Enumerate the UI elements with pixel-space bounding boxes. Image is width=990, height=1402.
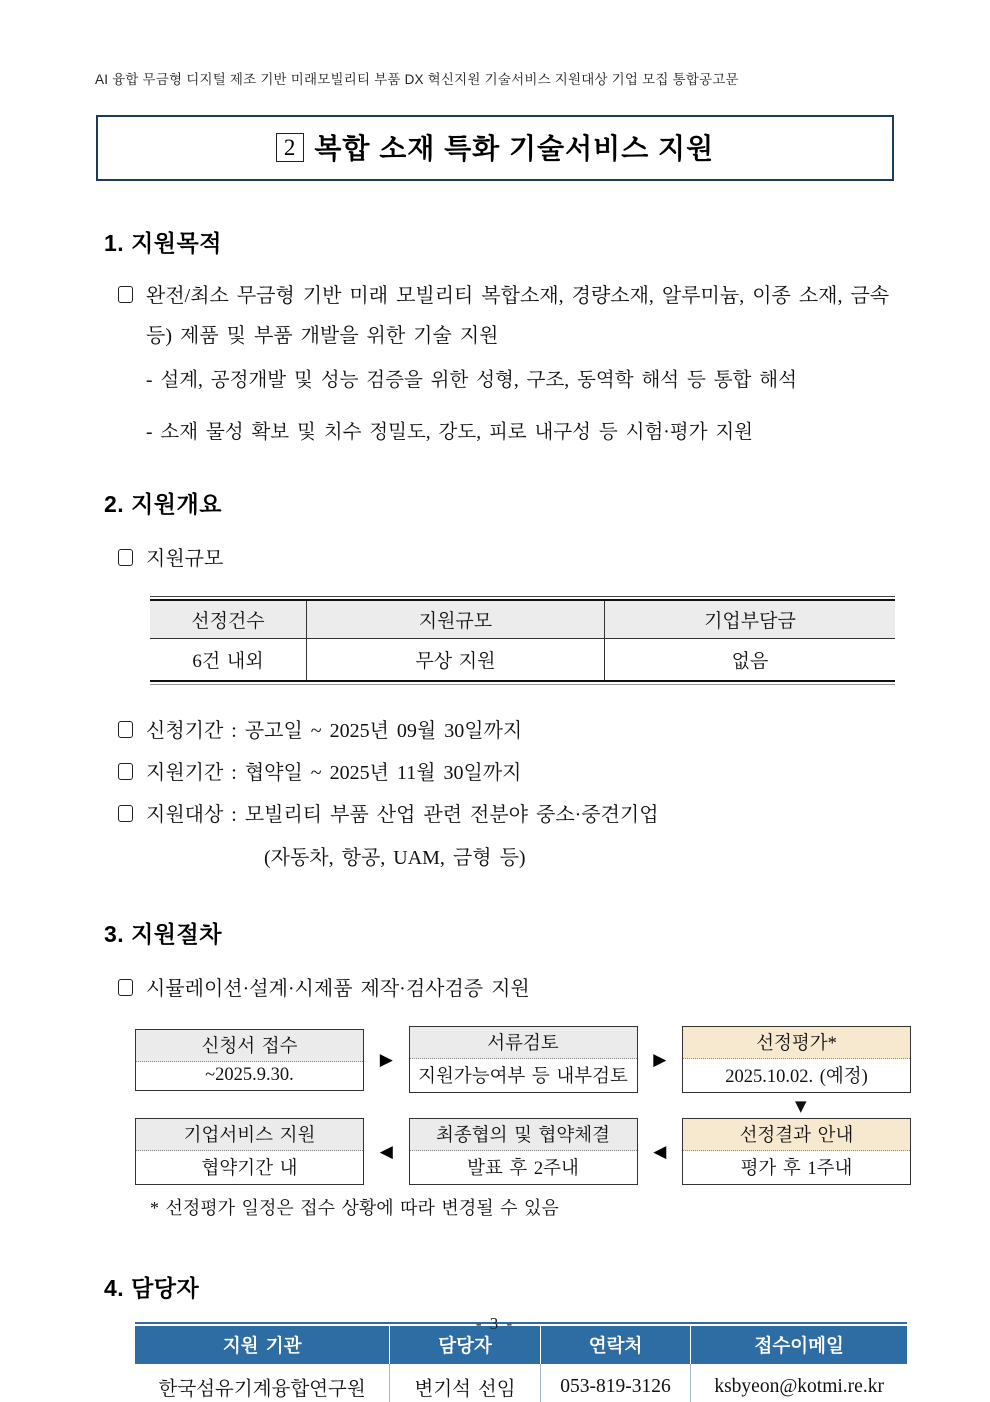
- overview-col-header: 선정건수: [150, 600, 306, 639]
- contact-cell-person: 변기석 선임: [390, 1364, 541, 1402]
- overview-scale-bullet: [118, 539, 900, 579]
- flow-box-body: 평가 후 1주내: [683, 1151, 910, 1184]
- overview-item-text: 지원대상 : 모빌리티 부품 산업 관련 전분야 중소·중견기업: [146, 804, 659, 826]
- overview-scale-label: 지원규모: [146, 548, 224, 570]
- process-bullet: [118, 969, 900, 1009]
- flow-row-bottom: [135, 1118, 911, 1185]
- overview-item-text: 신청기간 : 공고일 ~ 2025년 09월 30일까지: [146, 720, 523, 742]
- doc-header: AI 융합 무금형 디지털 제조 기반 미래모빌리티 부품 DX 혁신지원 기술서비스 지원대상 기업 모집 통합공고문: [95, 72, 739, 87]
- overview-item-target: [118, 795, 900, 835]
- title-text: 복합 소재 특화 기술서비스 지원: [314, 133, 715, 164]
- arrow-left-icon: ◀: [653, 1141, 667, 1162]
- flow-box-body: 발표 후 2주내: [410, 1151, 637, 1184]
- process-flowchart: [135, 1026, 911, 1185]
- flow-box-title: 선정평가*: [683, 1027, 910, 1059]
- flow-box-body: 2025.10.02. (예정): [683, 1059, 910, 1092]
- section-heading-process: 3. 지원절차: [104, 921, 222, 947]
- checkbox-bullet-icon: [118, 549, 133, 566]
- purpose-bullet: [118, 276, 900, 356]
- flow-box-title: 신청서 접수: [136, 1030, 363, 1062]
- flow-box-result-notice: [682, 1118, 911, 1185]
- contact-table-row: [135, 1364, 907, 1402]
- contact-col-header: 접수이메일: [691, 1326, 907, 1364]
- purpose-sub-2: - 소재 물성 확보 및 치수 정밀도, 강도, 피로 내구성 등 시험·평가 지원: [146, 422, 753, 443]
- arrow-right-icon: ▶: [653, 1049, 667, 1070]
- flow-box-title: 기업서비스 지원: [136, 1119, 363, 1151]
- page-title: [276, 133, 714, 164]
- purpose-bullet-text: 완전/최소 무금형 기반 미래 모빌리티 복합소재, 경량소재, 알루미늄, 이종 소재, 금속 등) 제품 및 부품 개발을 위한 기술 지원: [146, 285, 890, 347]
- overview-cell-scale: 무상 지원: [306, 639, 604, 682]
- overview-target-sub: (자동차, 항공, UAM, 금형 등): [264, 847, 526, 869]
- contact-cell-email: ksbyeon@kotmi.re.kr: [691, 1364, 907, 1402]
- flow-row-top: [135, 1026, 911, 1093]
- section-heading-overview: 2. 지원개요: [104, 491, 222, 517]
- flow-box-body: 협약기간 내: [136, 1151, 363, 1184]
- contact-col-header: 지원 기관: [135, 1326, 390, 1364]
- flow-box-title: 서류검토: [410, 1027, 637, 1059]
- process-bullet-text: 시뮬레이션·설계·시제품 제작·검사검증 지원: [146, 978, 530, 1000]
- flow-box-body: ~2025.9.30.: [136, 1062, 363, 1090]
- arrow-down-icon: ▼: [795, 1096, 807, 1115]
- overview-cell-count: 6건 내외: [192, 651, 264, 672]
- overview-table: [150, 596, 895, 685]
- checkbox-bullet-icon: [118, 721, 133, 738]
- flow-box-final-agreement: [409, 1118, 638, 1185]
- checkbox-bullet-icon: [118, 979, 133, 996]
- checkbox-bullet-icon: [118, 763, 133, 780]
- section-heading-contact: 4. 담당자: [104, 1275, 200, 1301]
- flow-box-service-support: [135, 1118, 364, 1185]
- arrow-right-icon: ▶: [379, 1049, 393, 1070]
- flow-box-title: 선정결과 안내: [683, 1119, 910, 1151]
- title-number-icon: 2: [276, 133, 305, 162]
- contact-cell-institution: 한국섬유기계융합연구원: [158, 1379, 366, 1400]
- overview-table-header-row: [150, 600, 895, 639]
- flow-box-body: 지원가능여부 등 내부검토: [410, 1059, 637, 1092]
- section-heading-purpose: 1. 지원목적: [104, 230, 222, 256]
- flow-box-title: 최종협의 및 협약체결: [410, 1119, 637, 1151]
- overview-col-header: 기업부담금: [604, 600, 895, 639]
- arrow-left-icon: ◀: [379, 1141, 393, 1162]
- contact-col-header: 담당자: [390, 1326, 541, 1364]
- flow-box-document-review: [409, 1026, 638, 1093]
- flow-row-connector: [135, 1093, 911, 1118]
- overview-col-header: 지원규모: [306, 600, 604, 639]
- checkbox-bullet-icon: [118, 805, 133, 822]
- overview-item-application-period: [118, 711, 900, 751]
- page-number: - 3 -: [475, 1314, 515, 1333]
- checkbox-bullet-icon: [118, 286, 133, 303]
- overview-cell-burden: 없음: [604, 639, 895, 682]
- purpose-sub-1: - 설계, 공정개발 및 성능 검증을 위한 성형, 구조, 동역학 해석 등 통합 해석: [146, 370, 797, 391]
- contact-table: [135, 1322, 907, 1402]
- overview-item-text: 지원기간 : 협약일 ~ 2025년 11월 30일까지: [146, 762, 522, 784]
- process-footnote: * 선정평가 일정은 접수 상황에 따라 변경될 수 있음: [150, 1198, 559, 1218]
- overview-item-support-period: [118, 753, 900, 793]
- flow-box-selection-evaluation: [682, 1026, 911, 1093]
- flow-box-application: [135, 1029, 364, 1091]
- contact-cell-phone: 053-819-3126: [540, 1364, 691, 1402]
- title-box: [96, 115, 894, 181]
- contact-col-header: 연락처: [540, 1326, 691, 1364]
- overview-table-row: [150, 639, 895, 682]
